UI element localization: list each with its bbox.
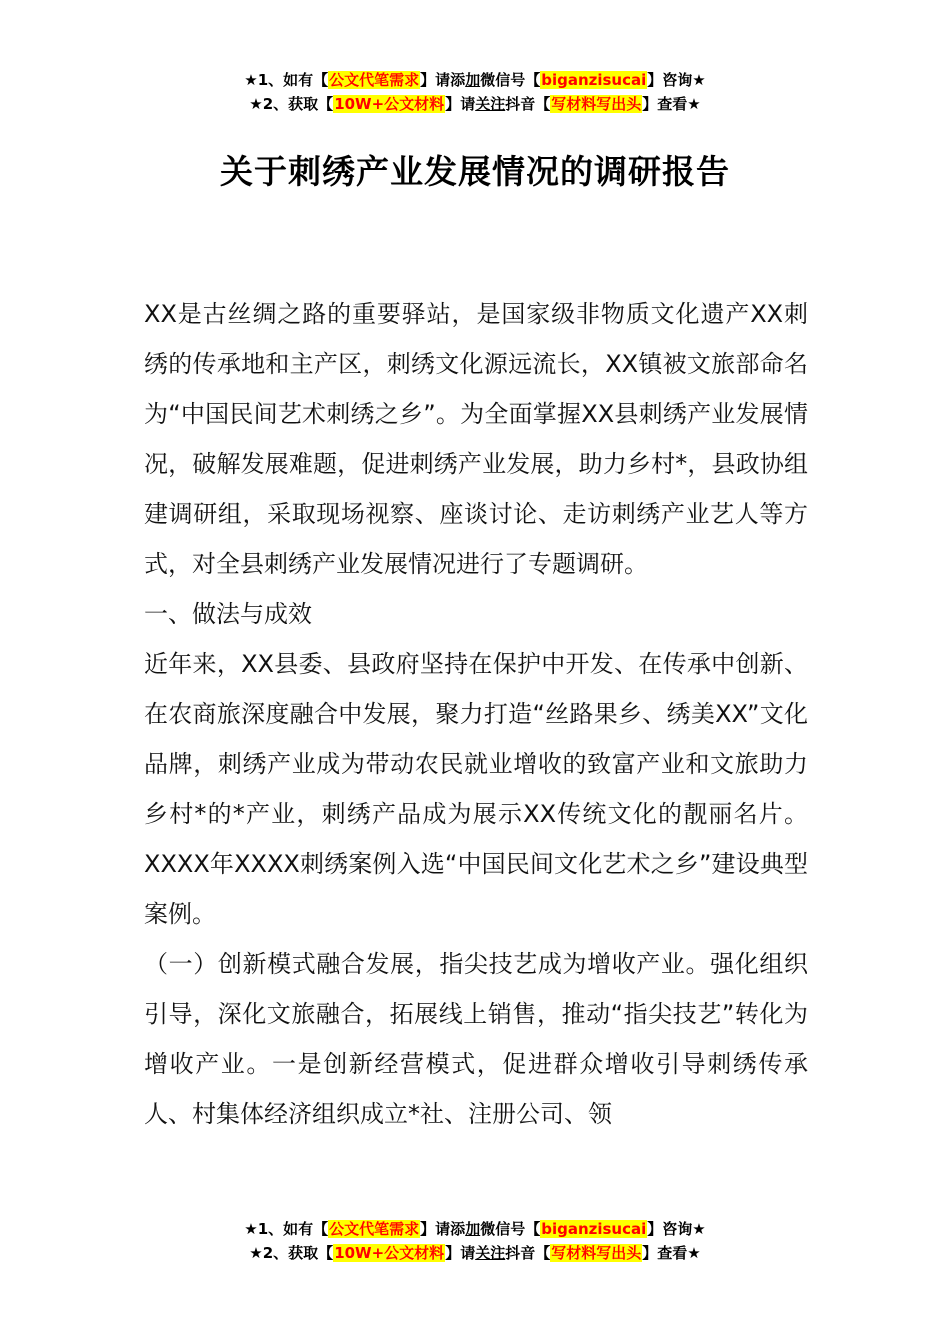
underlined-text: 加: [465, 71, 481, 89]
banner-text: 】请: [445, 95, 476, 113]
banner-text: 】请添: [420, 71, 466, 89]
highlight-text: 写材料写出头: [551, 95, 642, 113]
banner-text: ★1、如有【: [244, 71, 329, 89]
banner-text: 】咨询★: [647, 1220, 706, 1238]
highlight-text: 公文代笔需求: [329, 71, 420, 89]
header-banner: [0, 68, 950, 116]
banner-text: 抖音【: [505, 1244, 551, 1262]
underlined-text: 关注: [475, 95, 506, 113]
banner-text: ★1、如有【: [244, 1220, 329, 1238]
paragraph-intro: XX是古丝绸之路的重要驿站，是国家级非物质文化遗产XX刺绣的传承地和主产区，刺绣文化源远流长，XX镇被文旅部命名为“中国民间艺术刺绣之乡”。为全面掌握XX县刺绣产业发展情况，破解发展难题，促进刺绣产业发展，助力乡村*，县政协组建调研组，采取现场视察、座谈讨论、走访刺绣产业艺人等方式，对全县刺绣产业发展情况进行了专题调研。: [144, 300, 808, 578]
banner-line-1: [0, 68, 950, 92]
highlight-text: 10W+公文材料: [334, 95, 445, 113]
highlight-text: biganzisucai: [541, 1220, 647, 1238]
paragraph-achievements: 近年来，XX县委、县政府坚持在保护中开发、在传承中创新、在农商旅深度融合中发展，聚力打造“丝路果乡、绣美XX”文化品牌，刺绣产业成为带动农民就业增收的致富产业和文旅助力乡村*的*产业，刺绣产品成为展示XX传统文化的靓丽名片。XXXX年XXXX刺绣案例入选“中国民间文化艺术之乡”建设典型案例。: [144, 650, 808, 928]
banner-text: 】咨询★: [647, 71, 706, 89]
banner-line-2: [0, 1241, 950, 1265]
banner-text: 】查看★: [642, 1244, 701, 1262]
footer-banner: [0, 1217, 950, 1265]
banner-text: 】查看★: [642, 95, 701, 113]
banner-text: 】请添: [420, 1220, 466, 1238]
banner-text: ★2、获取【: [249, 1244, 334, 1262]
paragraph-subsection-1: （一）创新模式融合发展，指尖技艺成为增收产业。强化组织引导，深化文旅融合，拓展线上销售，推动“指尖技艺”转化为增收产业。一是创新经营模式，促进群众增收引导刺绣传承人、村集体经济组织成立*社、注册公司、领: [144, 950, 808, 1128]
banner-text: 抖音【: [505, 95, 551, 113]
highlight-text: 10W+公文材料: [334, 1244, 445, 1262]
document-body: [144, 289, 808, 1139]
underlined-text: 关注: [475, 1244, 506, 1262]
highlight-text: 写材料写出头: [551, 1244, 642, 1262]
document-title: 关于刺绣产业发展情况的调研报告: [220, 152, 730, 191]
banner-text: 微信号【: [480, 1220, 541, 1238]
banner-line-2: [0, 92, 950, 116]
section-heading: 一、做法与成效: [144, 600, 312, 628]
highlight-text: 公文代笔需求: [329, 1220, 420, 1238]
banner-text: ★2、获取【: [249, 95, 334, 113]
banner-text: 】请: [445, 1244, 476, 1262]
banner-line-1: [0, 1217, 950, 1241]
banner-text: 微信号【: [480, 71, 541, 89]
underlined-text: 加: [465, 1220, 481, 1238]
highlight-text: biganzisucai: [541, 71, 647, 89]
